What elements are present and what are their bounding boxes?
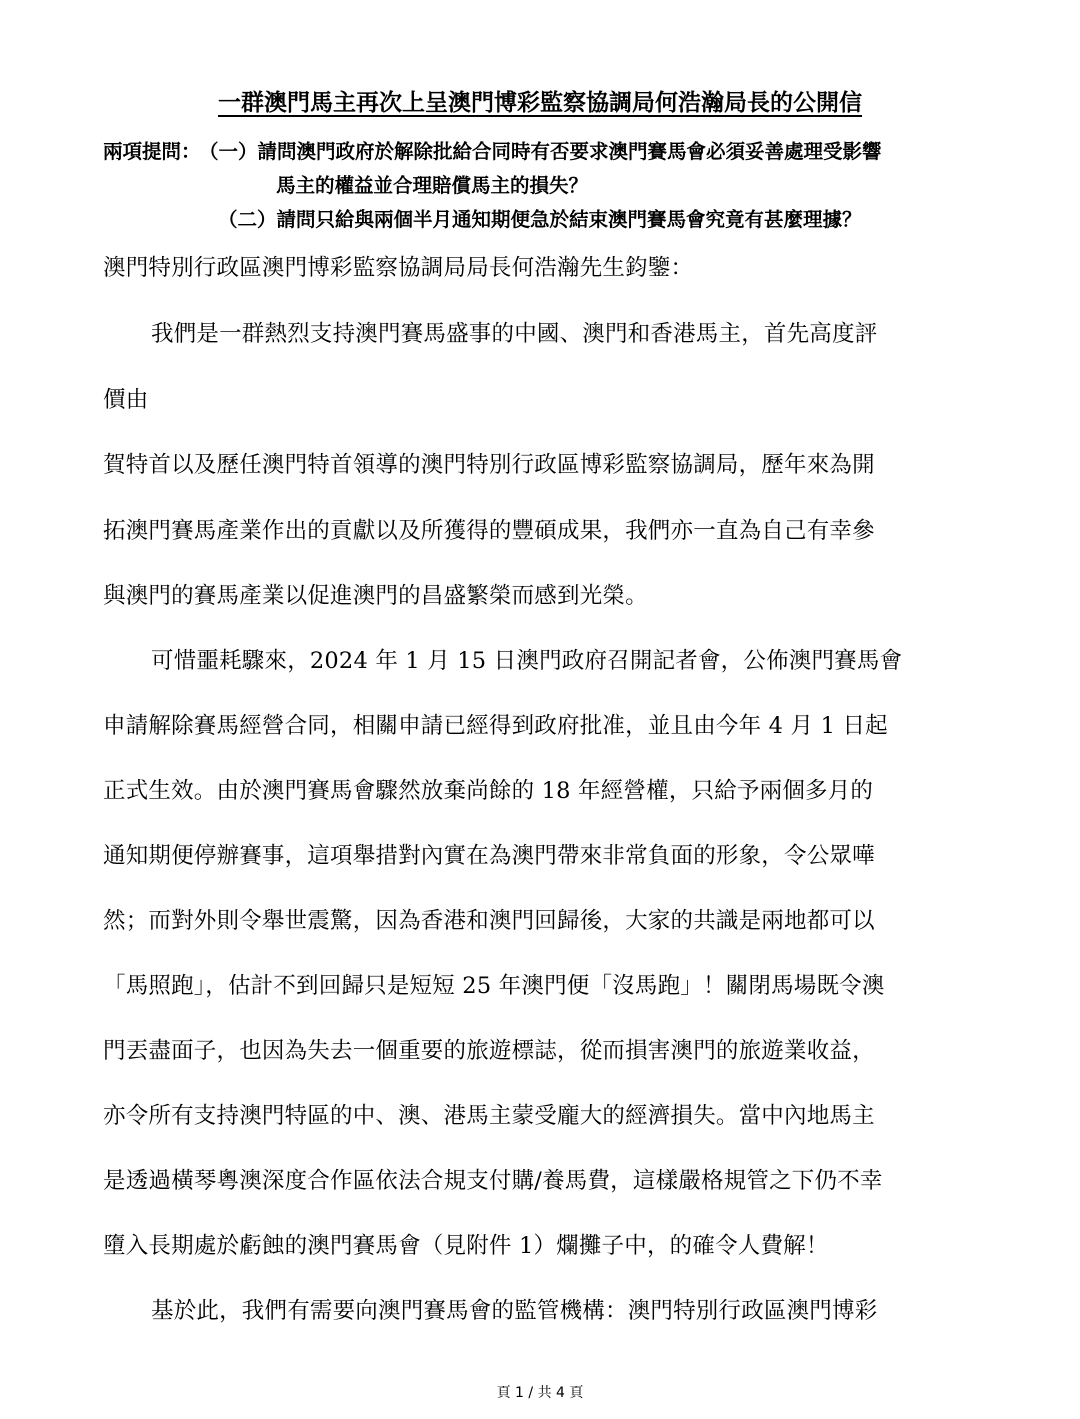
salutation: 澳門特別行政區澳門博彩監察協調局局長何浩瀚先生鈞鑒： [103,255,694,281]
letter-title: 一群澳門馬主再次上呈澳門博彩監察協調局何浩瀚局長的公開信 [218,90,862,116]
body-line: 與澳門的賽馬產業以促進澳門的昌盛繁榮而感到光榮。 [103,583,648,609]
question-1-line-1: （一）請問澳門政府於解除批給合同時有否要求澳門賽馬會必須妥善處理受影響 [199,140,882,163]
body-line: 墮入長期處於虧蝕的澳門賽馬會（見附件 1）爛攤子中，的確令人費解！ [103,1233,829,1259]
body-line: 拓澳門賽馬產業作出的貢獻以及所獲得的豐碩成果，我們亦一直為自己有幸參 [103,518,875,544]
body-line: 「馬照跑」，估計不到回歸只是短短 25 年澳門便「沒馬跑」！關閉馬場既令澳 [103,973,885,999]
body-line: 通知期便停辦賽事，這項舉措對內實在為澳門帶來非常負面的形象，令公眾嘩 [103,843,875,869]
page-footer: 頁 1 / 共 4 頁 [496,1385,584,1401]
body-line: 我們是一群熱烈支持澳門賽馬盛事的中國、澳門和香港馬主，首先高度評 [151,321,878,347]
questions-label: 兩項提問： [103,140,201,163]
body-line: 可惜噩耗驟來，2024 年 1 月 15 日澳門政府召開記者會，公佈澳門賽馬會 [151,648,903,674]
body-line: 賀特首以及歷任澳門特首領導的澳門特別行政區博彩監察協調局，歷年來為開 [103,452,875,478]
body-line: 申請解除賽馬經營合同，相關申請已經得到政府批准，並且由今年 4 月 1 日起 [103,713,888,739]
body-line: 是透過橫琴粵澳深度合作區依法合規支付購/養馬費，這樣嚴格規管之下仍不幸 [103,1168,883,1194]
body-line: 然；而對外則令舉世震驚，因為香港和澳門回歸後，大家的共識是兩地都可以 [103,908,875,934]
question-1-line-2: 馬主的權益並合理賠償馬主的損失？ [276,174,589,197]
body-line: 亦令所有支持澳門特區的中、澳、港馬主蒙受龐大的經濟損失。當中內地馬主 [103,1103,875,1129]
question-2: （二）請問只給與兩個半月通知期便急於結束澳門賽馬會究竟有甚麼理據？ [218,208,862,231]
body-line: 正式生效。由於澳門賽馬會驟然放棄尚餘的 18 年經營權，只給予兩個多月的 [103,778,874,804]
body-line: 基於此，我們有需要向澳門賽馬會的監管機構：澳門特別行政區澳門博彩 [151,1298,878,1324]
body-line: 門丟盡面子，也因為失去一個重要的旅遊標誌，從而損害澳門的旅遊業收益， [103,1038,875,1064]
body-line: 價由 [103,387,149,413]
